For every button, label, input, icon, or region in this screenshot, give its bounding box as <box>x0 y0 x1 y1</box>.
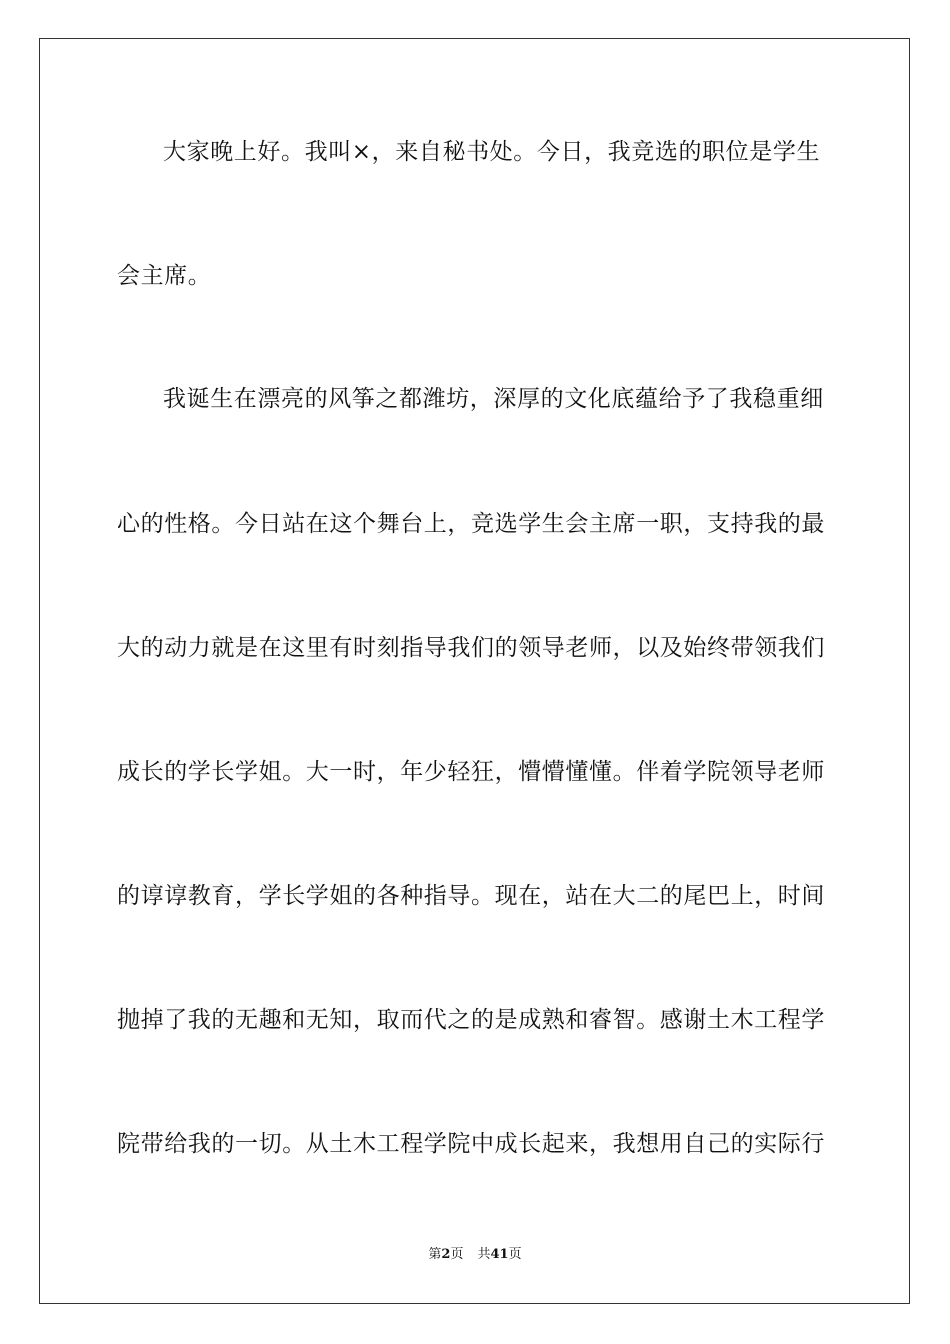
paragraph-line: 会主席。 <box>117 263 212 289</box>
paragraph-line: 成长的学长学姐。大一时，年少轻狂，懵懵懂懂。伴着学院领导老师 <box>117 759 825 785</box>
page-border <box>39 38 910 1304</box>
paragraph-line: 的谆谆教育，学长学姐的各种指导。现在，站在大二的尾巴上，时间 <box>117 883 825 909</box>
total-pages: 41 <box>490 1247 509 1262</box>
paragraph-line: 心的性格。今日站在这个舞台上，竞选学生会主席一职，支持我的最 <box>117 511 825 537</box>
page-footer <box>0 1246 950 1264</box>
paragraph-line: 抛掉了我的无趣和无知，取而代之的是成熟和睿智。感谢土木工程学 <box>117 1007 825 1033</box>
paragraph-line: 我诞生在漂亮的风筝之都潍坊，深厚的文化底蕴给予了我稳重细 <box>163 386 824 412</box>
total-suffix: 页 <box>508 1247 522 1262</box>
total-prefix: 共 <box>477 1247 491 1262</box>
page-number: 2 <box>441 1247 451 1262</box>
paragraph-line: 大的动力就是在这里有时刻指导我们的领导老师，以及始终带领我们 <box>117 635 825 661</box>
page-prefix: 第 <box>428 1247 442 1262</box>
paragraph-line: 院带给我的一切。从土木工程学院中成长起来，我想用自己的实际行 <box>117 1131 825 1157</box>
page-suffix: 页 <box>450 1247 464 1262</box>
paragraph-line: 大家晚上好。我叫×，来自秘书处。今日，我竞选的职位是学生 <box>163 139 821 165</box>
